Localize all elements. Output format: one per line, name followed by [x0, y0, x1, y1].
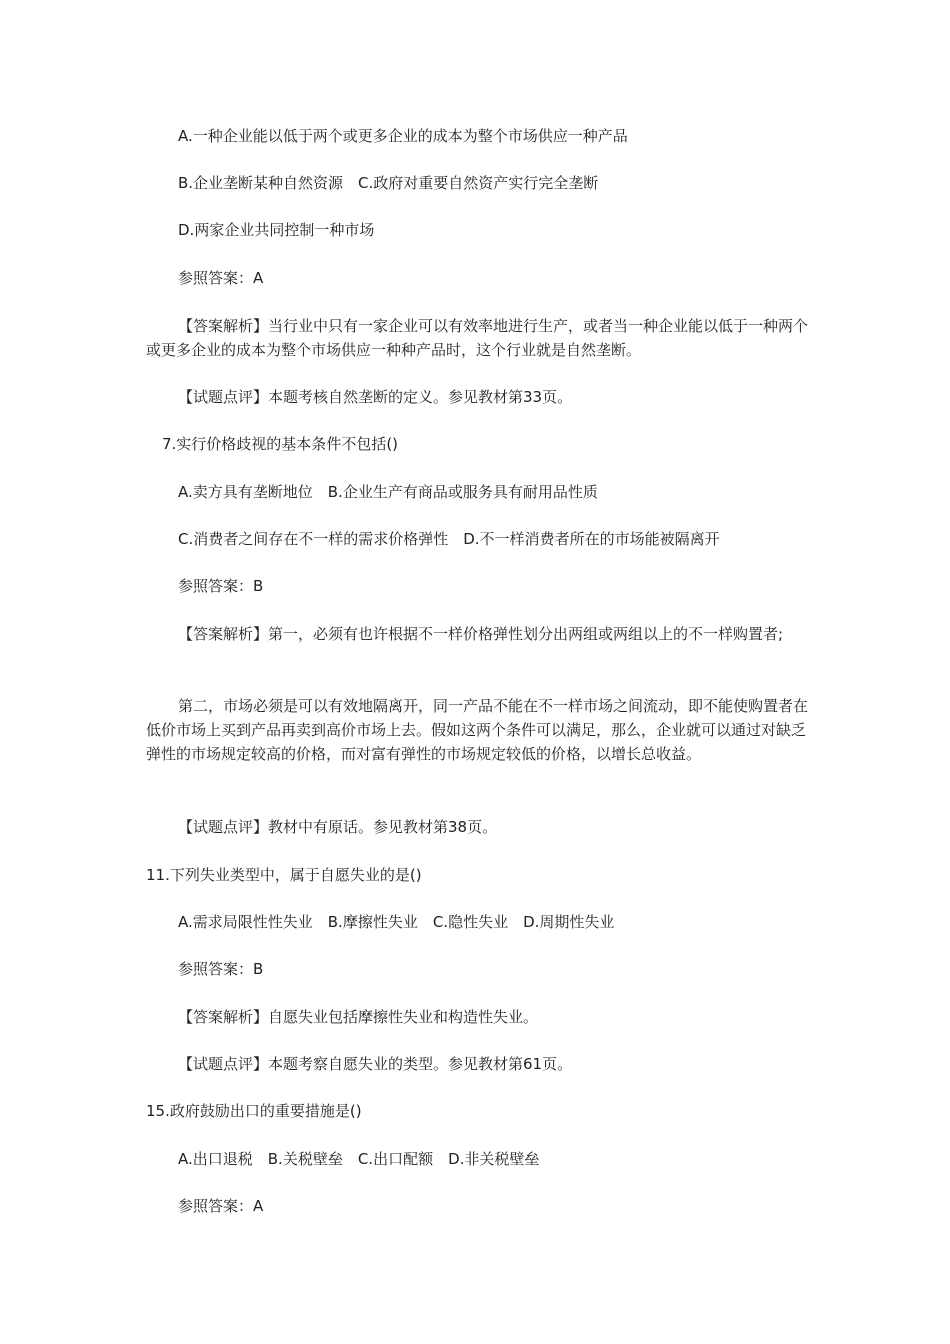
option-line: C.消费者之间存在不一样的需求价格弹性 D.不一样消费者所在的市场能被隔离开: [178, 530, 720, 548]
question-comment: 【试题点评】本题考察自愿失业的类型。参见教材第61页。: [178, 1055, 573, 1073]
option-line: A.出口退税 B.关税壁垒 C.出口配额 D.非关税壁垒: [178, 1150, 540, 1168]
answer-analysis: 【答案解析】当行业中只有一家企业可以有效率地进行生产，或者当一种企业能以低于一种两个或更多企业的成本为整个市场供应一种种产品时，这个行业就是自然垄断。: [146, 317, 809, 359]
question-comment: 【试题点评】本题考核自然垄断的定义。参见教材第33页。: [178, 388, 573, 406]
question-title: 11.下列失业类型中，属于自愿失业的是(): [146, 866, 422, 884]
option-line: A.卖方具有垄断地位 B.企业生产有商品或服务具有耐用品性质: [178, 483, 598, 501]
analysis-continued: 第二，市场必须是可以有效地隔离开，同一产品不能在不一样市场之间流动，即不能使购置者在低价市场上买到产品再卖到高价市场上去。假如这两个条件可以满足，那么，企业就可以通过对缺乏弹性的市场规定较高的价格，而对富有弹性的市场规定较低的价格，以增长总收益。: [146, 697, 809, 763]
option-line: A.一种企业能以低于两个或更多企业的成本为整个市场供应一种产品: [178, 127, 628, 145]
answer-analysis: 【答案解析】第一，必须有也许根据不一样价格弹性划分出两组或两组以上的不一样购置者;: [178, 625, 784, 643]
option-line: D.两家企业共同控制一种市场: [178, 221, 375, 239]
reference-answer: 参照答案：A: [178, 1197, 264, 1215]
reference-answer: 参照答案：A: [178, 269, 264, 287]
answer-analysis: 【答案解析】自愿失业包括摩擦性失业和构造性失业。: [178, 1008, 539, 1026]
question-title: 15.政府鼓励出口的重要措施是(): [146, 1102, 362, 1120]
question-title: 7.实行价格歧视的基本条件不包括(): [162, 435, 399, 453]
reference-answer: 参照答案：B: [178, 577, 264, 595]
question-comment: 【试题点评】教材中有原话。参见教材第38页。: [178, 818, 498, 836]
option-line: A.需求局限性性失业 B.摩擦性失业 C.隐性失业 D.周期性失业: [178, 913, 615, 931]
option-line: B.企业垄断某种自然资源 C.政府对重要自然资产实行完全垄断: [178, 174, 599, 192]
reference-answer: 参照答案：B: [178, 960, 264, 978]
